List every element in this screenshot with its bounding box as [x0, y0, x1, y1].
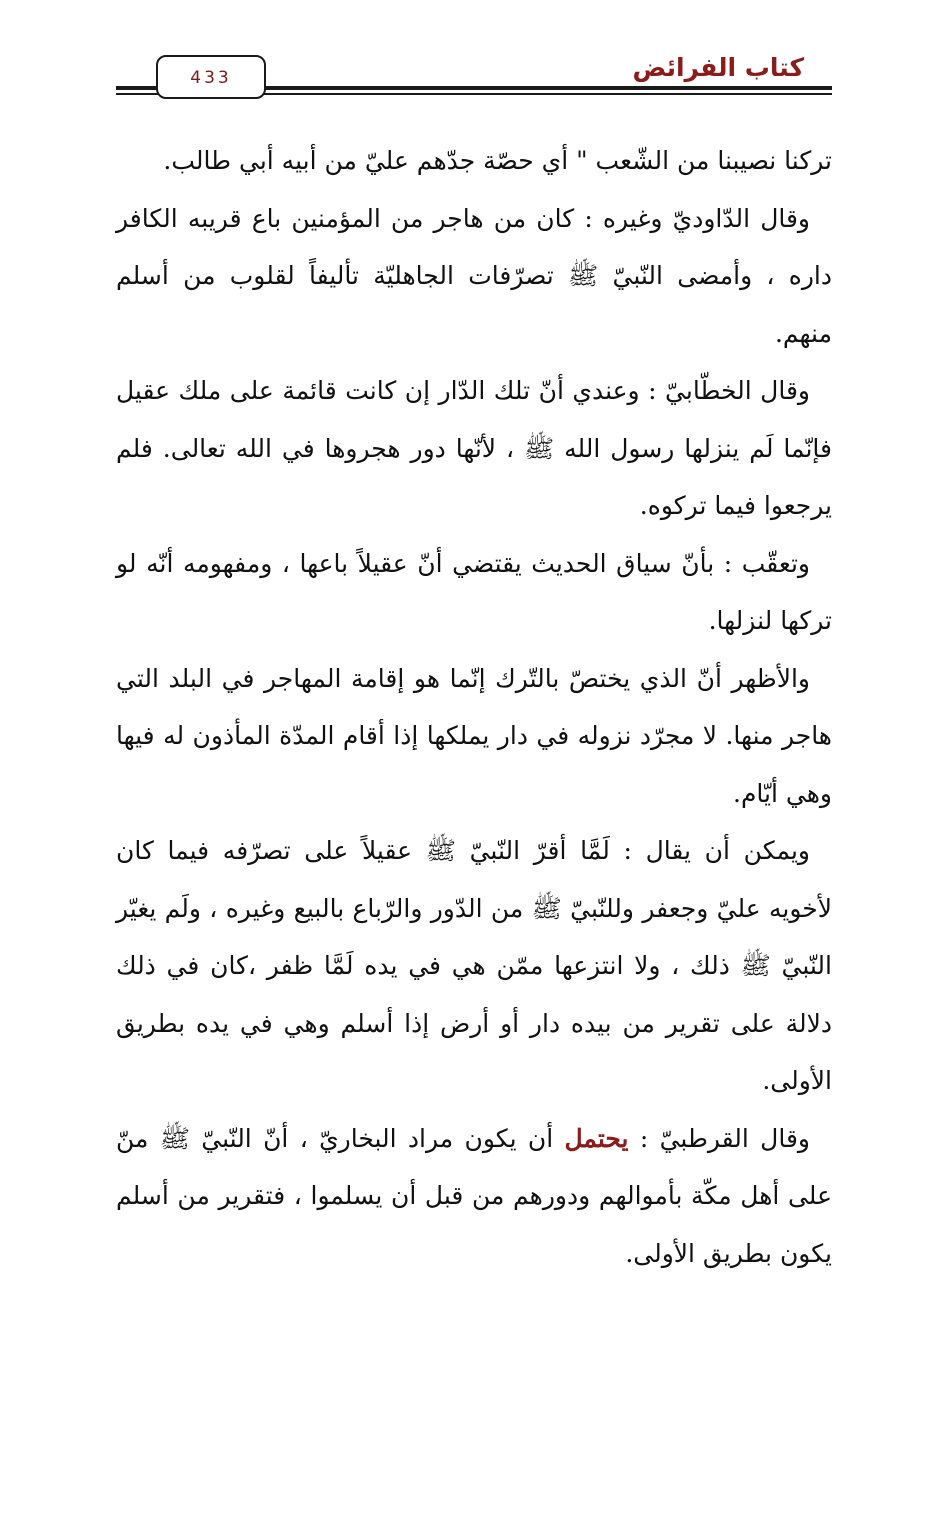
paragraph-1: تركنا نصيبنا من الشّعب " أي حصّة جدّهم عليّ من أبيه أبي طالب. [163, 146, 832, 175]
page-number: 433 [156, 55, 266, 99]
paragraph-5: والأظهر أنّ الذي يختصّ بالتّرك إنّما هو إقامة المهاجر في البلد التي هاجر منها. لا مجرّد نزوله في دار يملكها إذا أقام المدّة المأذون له فيها وهي أيّام. [116, 663, 832, 808]
book-title: كتاب الفرائض [626, 52, 810, 84]
page-body [116, 132, 832, 1282]
paragraph-3: وقال الخطّابيّ : وعندي أنّ تلك الدّار إن كانت قائمة على ملك عقيل فإنّما لَم ينزلها رسول الله ﷺ ، لأنّها دور هجروها في الله تعالى. فلم يرجعوا فيما تركوه. [116, 376, 832, 520]
paragraph-7-rest: أن يكون مراد البخاريّ ، أنّ النّبيّ ﷺ منّ على أهل مكّة بأموالهم ودورهم من قبل أن يسلموا ، فتقرير من أسلم يكون بطريق الأولى. [116, 1123, 832, 1268]
paragraph-7-lead: وقال القرطبيّ : [628, 1123, 810, 1153]
highlighted-term: يحتمل [564, 1123, 629, 1153]
paragraph-4: وتعقّب : بأنّ سياق الحديث يقتضي أنّ عقيلاً باعها ، ومفهومه أنّه لو تركها لنزلها. [116, 548, 832, 635]
paragraph-7 [116, 1110, 832, 1283]
paragraph-6: ويمكن أن يقال : لَمَّا أقرّ النّبيّ ﷺ عقيلاً على تصرّفه فيما كان لأخويه عليّ وجعفر وللنّبيّ ﷺ من الدّور والرّباع بالبيع وغيره ، ولَم يغيّر النّبيّ ﷺ ذلك ، ولا انتزعها ممّن هي في يده لَمَّا ظفر ،كان في ذلك دلالة على تقرير من بيده دار أو أرض إذا أسلم وهي في يده بطريق الأولى. [116, 836, 832, 1095]
page-header [116, 52, 832, 104]
paragraph-2: وقال الدّاوديّ وغيره : كان من هاجر من المؤمنين باع قريبه الكافر داره ، وأمضى النّبيّ ﷺ تصرّفات الجاهليّة تأليفاً لقلوب من أسلم منهم. [116, 203, 832, 348]
